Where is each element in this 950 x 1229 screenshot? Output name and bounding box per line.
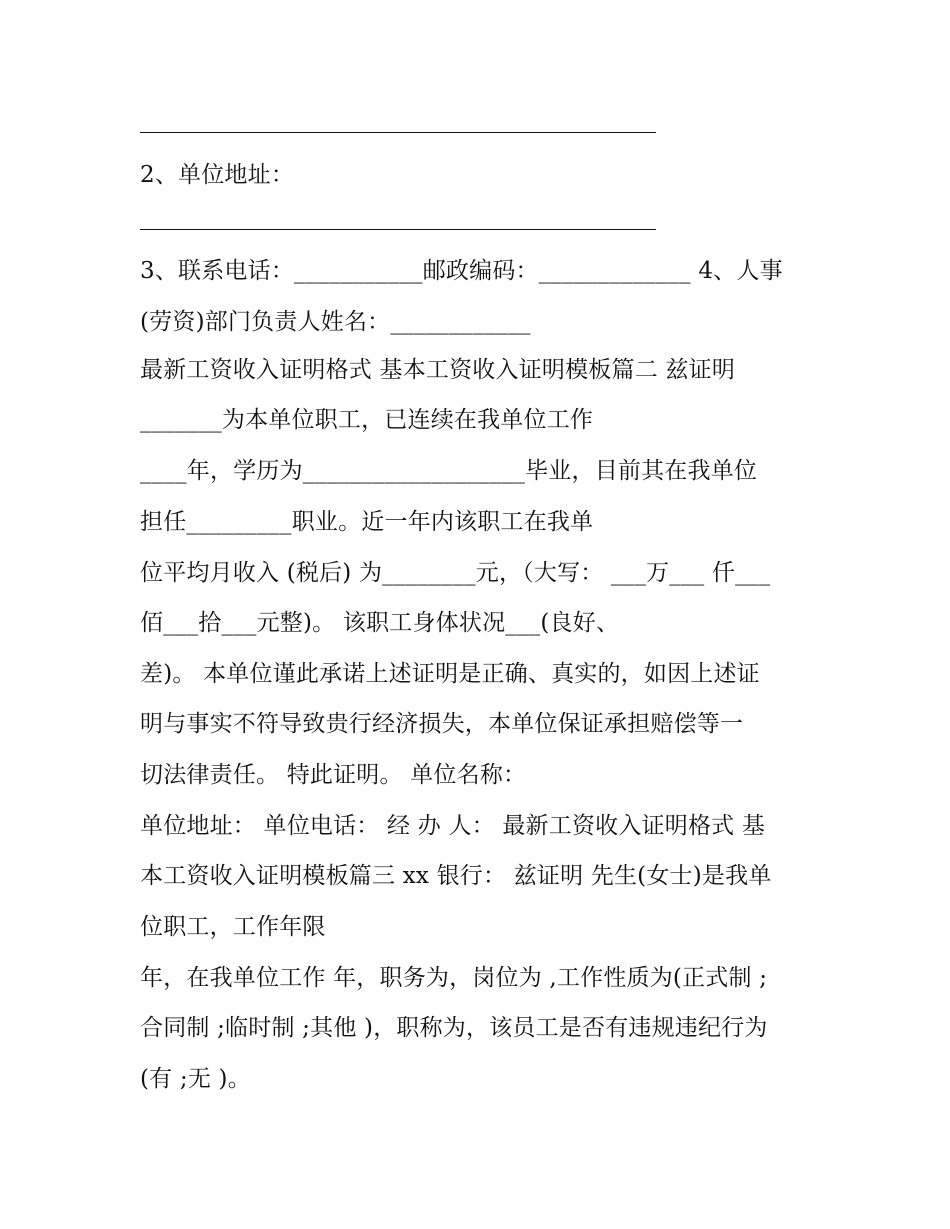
blank-line-unit-name <box>140 132 656 133</box>
text-line: 佰___拾___元整)。 该职工身体状况___(良好、 <box>140 610 620 636</box>
text-line: 担任_________职业。近一年内该职工在我单 <box>140 509 594 535</box>
text-line: 3、联系电话：___________邮政编码：_____________ 4、人事 <box>140 258 783 284</box>
text-line: 最新工资收入证明格式 基本工资收入证明模板篇二 兹证明 <box>140 357 736 383</box>
text-line: 年，在我单位工作 年，职务为，岗位为 ,工作性质为(正式制 ; <box>140 965 768 991</box>
text-line: 2、单位地址： <box>140 162 295 188</box>
text-line: 合同制 ;临时制 ;其他 )，职称为，该员工是否有违规违纪行为 <box>140 1015 768 1041</box>
text-line: (有 ;无 )。 <box>140 1066 251 1092</box>
text-line: 本工资收入证明模板篇三 xx 银行： 兹证明 先生(女士)是我单 <box>140 863 772 889</box>
text-line: 位平均月收入 (税后) 为________元，（大写： ___万___ 仟___ <box>140 560 771 586</box>
text-line: 单位地址： 单位电话： 经 办 人： 最新工资收入证明格式 基 <box>140 813 766 839</box>
blank-line-unit-address <box>140 229 656 230</box>
text-line: 差)。 本单位谨此承诺上述证明是正确、真实的，如因上述证 <box>140 661 760 687</box>
text-line: ____年，学历为___________________毕业，目前其在我单位 <box>140 458 758 484</box>
text-line: (劳资)部门负责人姓名：____________ <box>140 309 531 335</box>
text-line: 位职工，工作年限 <box>140 914 326 940</box>
text-line: _______为本单位职工，已连续在我单位工作 <box>140 407 594 433</box>
text-line: 切法律责任。 特此证明。 单位名称： <box>140 762 527 788</box>
text-line: 明与事实不符导致贵行经济损失，本单位保证承担赔偿等一 <box>140 711 744 737</box>
